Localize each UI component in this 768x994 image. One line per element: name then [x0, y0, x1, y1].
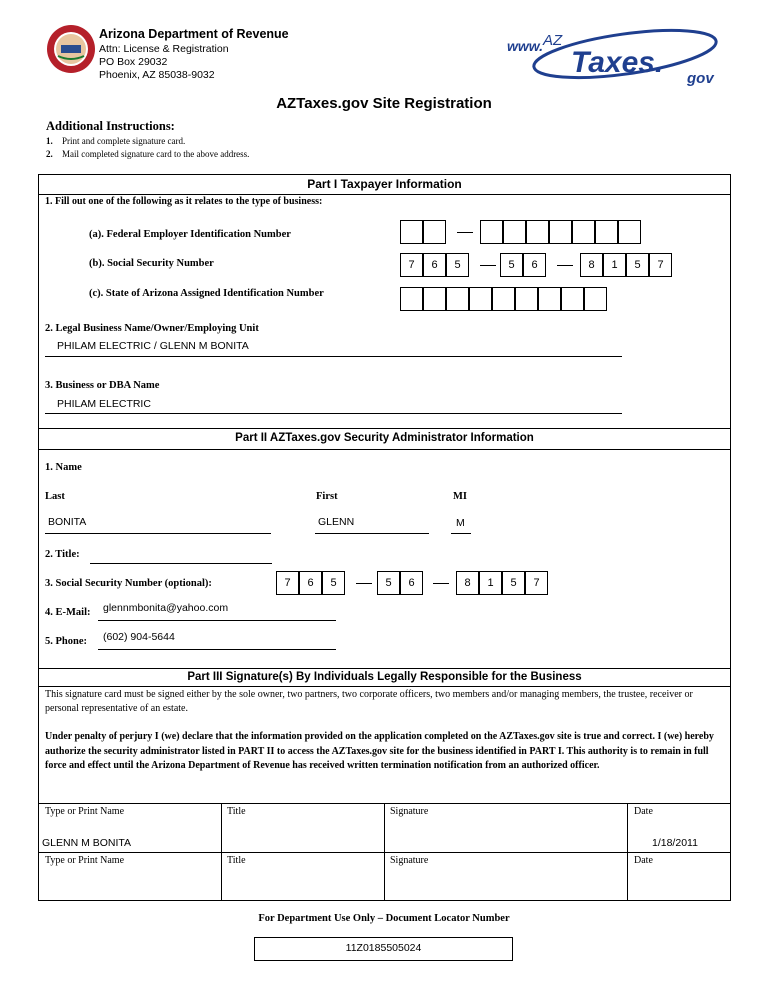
- sa-ssn-separator: [356, 583, 372, 584]
- agency-city: Phoenix, AZ 85038-9032: [99, 69, 215, 81]
- part1-heading-divider: [38, 194, 731, 195]
- sa-ssn-digit-box[interactable]: 5: [502, 571, 525, 595]
- dba-line: [45, 413, 622, 414]
- instruction-text-1: Print and complete signature card.: [62, 136, 186, 146]
- ssn-digit-box[interactable]: 6: [523, 253, 546, 277]
- logo-taxes: Taxes.: [571, 46, 664, 79]
- business-name-label: 2. Legal Business Name/Owner/Employing Unit: [45, 323, 259, 334]
- logo-az: AZ: [543, 32, 563, 49]
- sa-phone-value[interactable]: (602) 904-5644: [103, 631, 175, 643]
- sig-row1-date-header: Date: [634, 806, 653, 817]
- fein-digit-box[interactable]: [503, 220, 526, 244]
- ssn-separator: [480, 265, 496, 266]
- fein-label: (a). Federal Employer Identification Number: [89, 229, 291, 240]
- state-id-digit-box[interactable]: [469, 287, 492, 311]
- sa-mi-line: [451, 533, 471, 534]
- sa-last-line: [45, 533, 271, 534]
- instruction-num-2: 2.: [46, 149, 53, 159]
- sa-first-line: [315, 533, 429, 534]
- agency-attn: Attn: License & Registration: [99, 43, 229, 55]
- sa-title-label: 2. Title:: [45, 549, 80, 560]
- ssn-digit-box[interactable]: 1: [603, 253, 626, 277]
- ssn-digit-box[interactable]: 5: [446, 253, 469, 277]
- part3-heading-divider: [38, 686, 731, 687]
- fein-separator: [457, 232, 473, 233]
- sa-name-label: 1. Name: [45, 462, 82, 473]
- sa-email-line: [98, 620, 336, 621]
- fein-digit-box[interactable]: [549, 220, 572, 244]
- sig-row1-signature-header: Signature: [390, 806, 429, 817]
- sig-col-divider-3: [627, 803, 628, 901]
- fein-digit-box[interactable]: [400, 220, 423, 244]
- sig-row1-name-value[interactable]: GLENN M BONITA: [42, 837, 132, 849]
- ssn-digit-box[interactable]: 7: [649, 253, 672, 277]
- state-id-digit-box[interactable]: [515, 287, 538, 311]
- state-id-digit-box[interactable]: [423, 287, 446, 311]
- sa-ssn-label: 3. Social Security Number (optional):: [45, 578, 212, 589]
- sa-last-label: Last: [45, 491, 65, 502]
- ssn-digit-box[interactable]: 6: [423, 253, 446, 277]
- ssn-digit-box[interactable]: 8: [580, 253, 603, 277]
- sa-email-label: 4. E-Mail:: [45, 607, 91, 618]
- part1-q1: 1. Fill out one of the following as it relates to the type of business:: [45, 196, 323, 207]
- sig-row2-title-header: Title: [227, 855, 246, 866]
- part3-heading: Part III Signature(s) By Individuals Legally Responsible for the Business: [187, 671, 582, 683]
- dba-value[interactable]: PHILAM ELECTRIC: [57, 398, 151, 410]
- instruction-text-2: Mail completed signature card to the above address.: [62, 149, 250, 159]
- sa-ssn-digit-box[interactable]: 1: [479, 571, 502, 595]
- state-id-digit-box[interactable]: [584, 287, 607, 311]
- sa-title-line[interactable]: [90, 563, 272, 564]
- sa-last-value[interactable]: BONITA: [48, 516, 87, 528]
- ssn-digit-box[interactable]: 5: [500, 253, 523, 277]
- sa-phone-label: 5. Phone:: [45, 636, 87, 647]
- fein-digit-box[interactable]: [618, 220, 641, 244]
- form-border: [38, 174, 731, 901]
- state-id-digit-box[interactable]: [446, 287, 469, 311]
- aztaxes-logo: [505, 22, 730, 92]
- fein-digit-box[interactable]: [526, 220, 549, 244]
- dln-value[interactable]: 11Z0185505024: [345, 942, 422, 954]
- sa-ssn-digit-box[interactable]: 5: [377, 571, 400, 595]
- part2-top-divider: [38, 428, 731, 429]
- state-id-label: (c). State of Arizona Assigned Identification Number: [89, 288, 324, 299]
- sa-mi-label: MI: [453, 491, 467, 502]
- ssn-separator: [557, 265, 573, 266]
- sig-row1-title-header: Title: [227, 806, 246, 817]
- fein-digit-box[interactable]: [480, 220, 503, 244]
- sig-row2-date-header: Date: [634, 855, 653, 866]
- fein-digit-box[interactable]: [572, 220, 595, 244]
- logo-www: www.: [507, 38, 544, 54]
- dba-label: 3. Business or DBA Name: [45, 380, 160, 391]
- sa-phone-line: [98, 649, 336, 650]
- sig-row1-date-value[interactable]: 1/18/2011: [652, 837, 698, 849]
- sa-mi-value[interactable]: M: [456, 517, 465, 529]
- state-id-digit-box[interactable]: [400, 287, 423, 311]
- sig-row2-signature-header: Signature: [390, 855, 429, 866]
- part3-para2: Under penalty of perjury I (we) declare that the information provided on the application completed on the AZTaxes.gov site is true and correct. I (we) hereby authorize the security administrator listed in PART II to access the AZTaxes.gov site for the business identified in PART I. This authority is to remain in full force and effect until the Arizona Department of Revenue has received written termination notification from an authorized officer.: [45, 731, 714, 771]
- instruction-num-1: 1.: [46, 136, 53, 146]
- part3-top-divider: [38, 668, 731, 669]
- dln-label: For Department Use Only – Document Locator Number: [258, 913, 510, 924]
- part2-heading-divider: [38, 449, 731, 450]
- seal-icon: [46, 24, 96, 74]
- part1-heading: Part I Taxpayer Information: [307, 177, 462, 191]
- sa-email-value[interactable]: glennmbonita@yahoo.com: [103, 602, 229, 614]
- page-title: AZTaxes.gov Site Registration: [276, 95, 492, 112]
- sa-ssn-digit-box[interactable]: 6: [299, 571, 322, 595]
- sig-row2-name-header: Type or Print Name: [45, 855, 125, 866]
- state-id-digit-box[interactable]: [561, 287, 584, 311]
- sa-ssn-digit-box[interactable]: 6: [400, 571, 423, 595]
- fein-digit-box[interactable]: [595, 220, 618, 244]
- sa-ssn-digit-box[interactable]: 7: [276, 571, 299, 595]
- agency-name: Arizona Department of Revenue: [99, 27, 289, 41]
- sa-ssn-separator: [433, 583, 449, 584]
- sa-ssn-digit-box[interactable]: 5: [322, 571, 345, 595]
- state-id-digit-box[interactable]: [492, 287, 515, 311]
- sa-ssn-digit-box[interactable]: 8: [456, 571, 479, 595]
- sa-ssn-digit-box[interactable]: 7: [525, 571, 548, 595]
- business-name-line: [45, 356, 622, 357]
- part3-para1: This signature card must be signed either by the sole owner, two partners, two corporate officers, two members and/or managing members, the trustee, receiver or personal representative of an estate.: [45, 689, 693, 714]
- logo-gov: gov: [687, 70, 714, 87]
- sa-first-label: First: [316, 491, 338, 502]
- agency-seal: [46, 24, 96, 74]
- ssn-label: (b). Social Security Number: [89, 258, 214, 269]
- fein-digit-box[interactable]: [423, 220, 446, 244]
- state-id-digit-box[interactable]: [538, 287, 561, 311]
- ssn-digit-box[interactable]: 7: [400, 253, 423, 277]
- ssn-digit-box[interactable]: 5: [626, 253, 649, 277]
- sig-row1-name-header: Type or Print Name: [45, 806, 125, 817]
- instructions-heading: Additional Instructions:: [46, 119, 175, 133]
- business-name-value[interactable]: PHILAM ELECTRIC / GLENN M BONITA: [57, 340, 249, 352]
- sig-col-divider-2: [384, 803, 385, 901]
- sig-col-divider-1: [221, 803, 222, 901]
- sa-first-value[interactable]: GLENN: [318, 516, 355, 528]
- agency-pobox: PO Box 29032: [99, 56, 168, 68]
- part2-heading: Part II AZTaxes.gov Security Administrator Information: [235, 432, 534, 444]
